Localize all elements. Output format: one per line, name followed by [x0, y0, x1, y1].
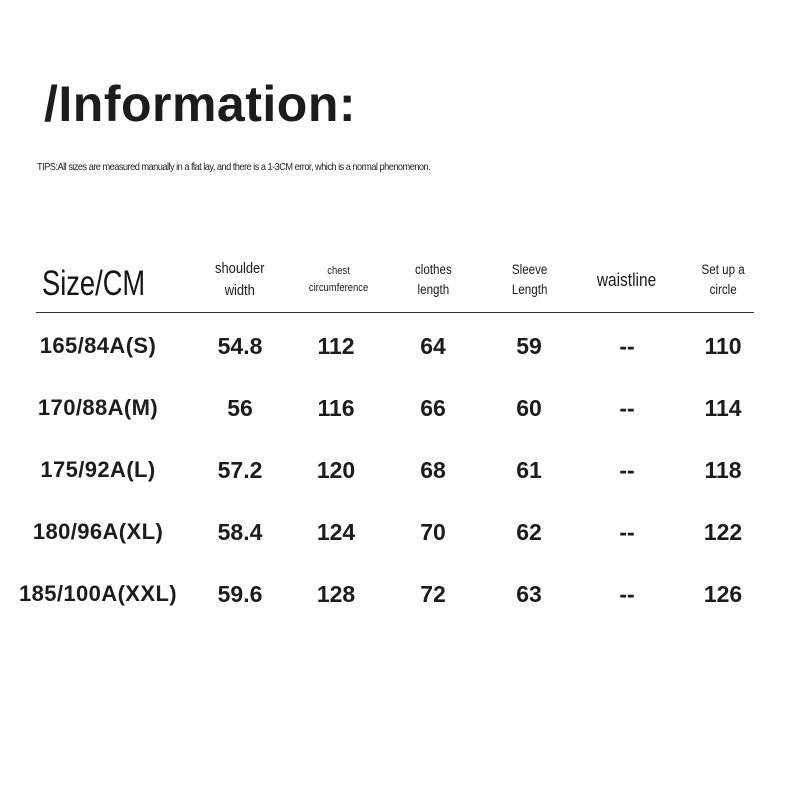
set-up-a-circle-value: 110 — [704, 332, 742, 359]
size-label: 180/96A(XL) — [32, 519, 164, 544]
sleeve-length-value: 61 — [516, 456, 542, 483]
shoulder-width-value: 57.2 — [217, 456, 263, 483]
clothes-length-value: 68 — [420, 456, 446, 483]
page-title: /Information: — [44, 76, 357, 132]
table-row — [0, 512, 790, 552]
set-up-a-circle-value: 118 — [704, 456, 742, 483]
table-row — [0, 574, 790, 614]
set-up-a-circle-value: 122 — [703, 518, 743, 545]
sleeve-length-value: 62 — [516, 518, 542, 545]
waistline-value: -- — [619, 332, 635, 359]
shoulder-width-value: 54.8 — [217, 332, 263, 359]
waistline-value: -- — [619, 580, 635, 607]
header-clothes-length: clothes length — [414, 262, 452, 297]
size-label: 185/100A(XXL) — [18, 581, 178, 606]
chest-circumference-value: 116 — [317, 394, 355, 421]
sleeve-length-value: 60 — [516, 394, 542, 421]
clothes-length-value: 70 — [420, 518, 446, 545]
shoulder-width-value: 56 — [227, 394, 253, 421]
chest-circumference-value: 120 — [316, 456, 356, 483]
table-row — [0, 388, 790, 428]
header-chest-circumference: chest circumference — [309, 265, 369, 294]
tips-note: TIPS:All sizes are measured manually in a flat lay, and there is a 1-3CM error, which is a normal phenomenon. — [37, 161, 431, 173]
header-sleeve-length: Sleeve Length — [512, 262, 548, 297]
sleeve-length-value: 59 — [516, 332, 542, 359]
chest-circumference-value: 124 — [316, 518, 356, 545]
shoulder-width-value: 59.6 — [217, 580, 263, 607]
waistline-value: -- — [619, 394, 635, 421]
set-up-a-circle-value: 114 — [704, 394, 742, 421]
size-label: 175/92A(L) — [40, 457, 156, 482]
size-label: 165/84A(S) — [39, 333, 157, 358]
waistline-value: -- — [619, 518, 635, 545]
waistline-value: -- — [619, 456, 635, 483]
header-divider — [36, 312, 754, 313]
chest-circumference-value: 112 — [317, 332, 355, 359]
shoulder-width-value: 58.4 — [217, 518, 263, 545]
header-waistline: waistline — [597, 270, 657, 290]
clothes-length-value: 64 — [420, 332, 446, 359]
sleeve-length-value: 63 — [516, 580, 542, 607]
header-shoulder-width: shoulder width — [215, 260, 265, 299]
header-set-up-a-circle: Set up a circle — [701, 262, 745, 297]
set-up-a-circle-value: 126 — [703, 580, 743, 607]
table-row — [0, 326, 790, 366]
clothes-length-value: 66 — [420, 394, 446, 421]
size-label: 170/88A(M) — [37, 395, 159, 420]
clothes-length-value: 72 — [420, 580, 446, 607]
table-row — [0, 450, 790, 490]
size-column-header: Size/CM — [42, 264, 146, 303]
chest-circumference-value: 128 — [316, 580, 356, 607]
